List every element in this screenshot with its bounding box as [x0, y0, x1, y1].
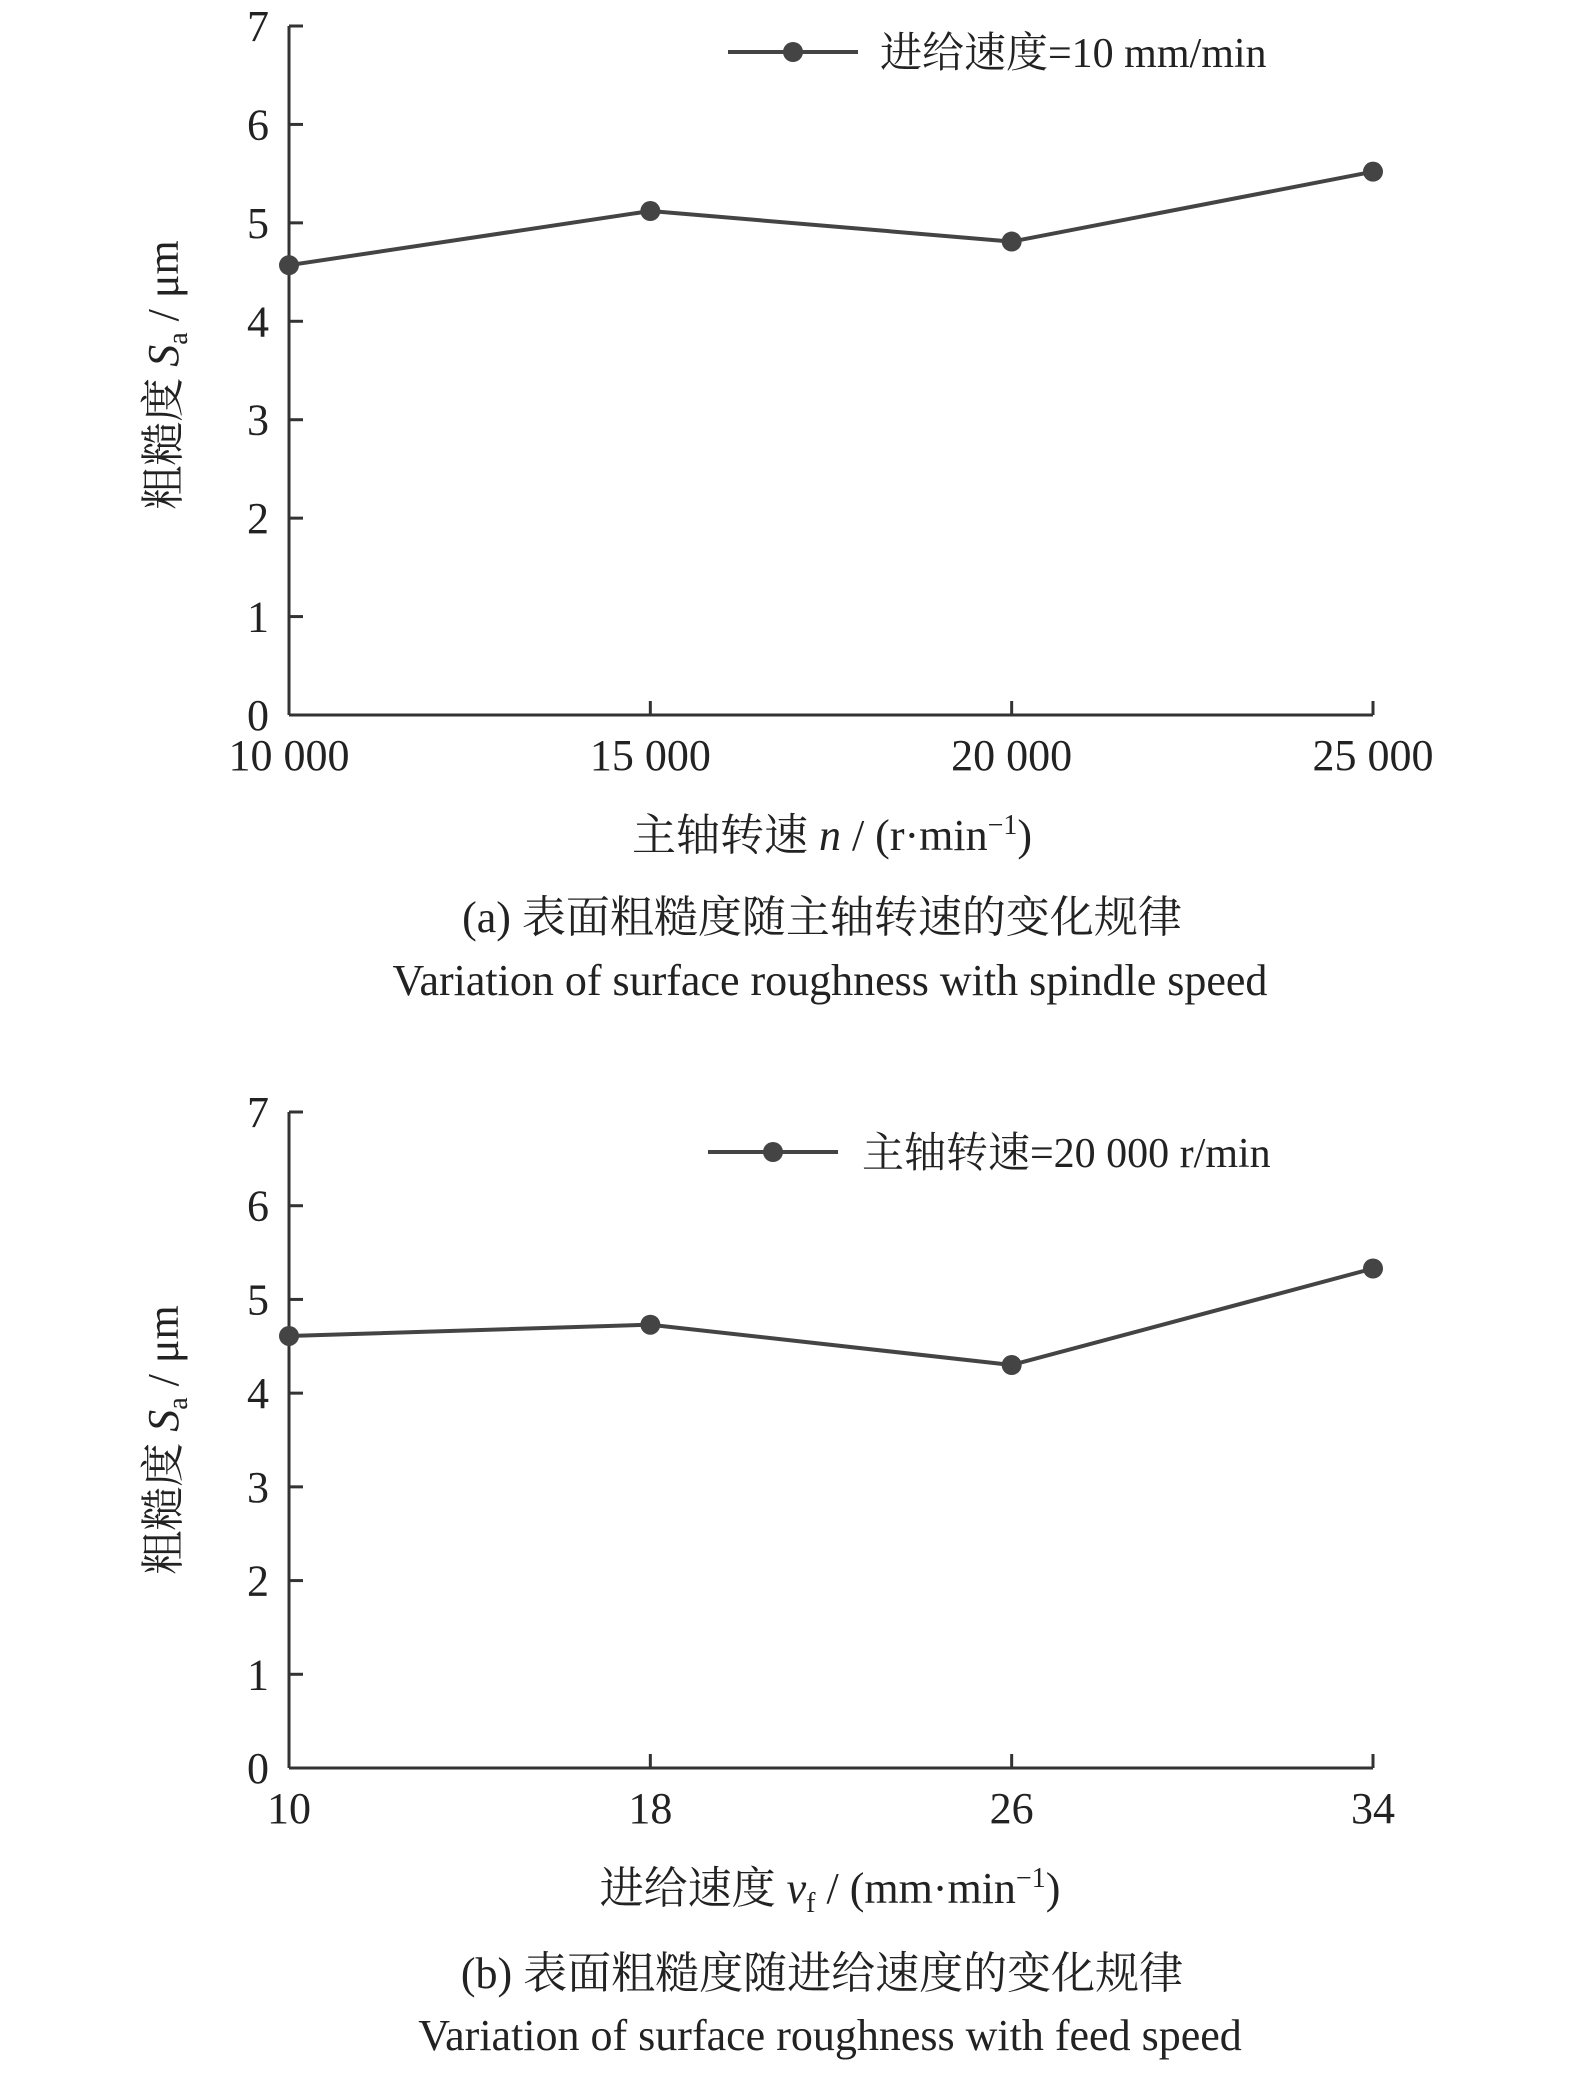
x-axis [229, 701, 1434, 780]
x-tick-label: 26 [989, 1784, 1034, 1833]
y-axis-title-unit: / μm [139, 240, 188, 333]
x-tick-label: 18 [628, 1784, 673, 1833]
y-tick-label: 1 [247, 1650, 269, 1700]
series-polyline [289, 172, 1373, 266]
x-axis-title-main: 主轴转速 [631, 811, 819, 860]
legend-label: 主轴转速=20 000 r/min [862, 1131, 1271, 1177]
data-point [279, 1326, 299, 1346]
y-tick-label: 4 [247, 1369, 269, 1419]
series-polyline [289, 1269, 1373, 1366]
series-line [279, 162, 1383, 276]
data-point [640, 1315, 660, 1335]
chart-b [139, 1088, 1395, 2060]
x-axis-title-main: 进给速度 [599, 1864, 787, 1913]
y-tick-label: 5 [247, 198, 269, 248]
caption-cn: (b) 表面粗糙度随进给速度的变化规律 [460, 1949, 1184, 1998]
x-axis-title [600, 1863, 1061, 1919]
y-tick-label: 3 [247, 395, 269, 445]
x-axis-title-close: ) [1017, 811, 1033, 860]
x-axis-title-sup: −1 [1015, 1863, 1046, 1894]
y-tick-label: 2 [247, 1556, 269, 1606]
caption-en: Variation of surface roughness with feed speed [418, 2011, 1242, 2060]
y-tick-label: 7 [247, 2, 269, 51]
x-tick-label: 10 [267, 1784, 311, 1833]
legend-marker-icon [783, 42, 803, 62]
legend [708, 1131, 1271, 1177]
x-axis-title-var: v [786, 1864, 807, 1913]
y-tick-label: 0 [247, 691, 269, 740]
y-axis-title-sub: a [163, 332, 194, 345]
x-tick-label: 15 000 [589, 731, 711, 780]
y-axis-title-var: S [139, 344, 188, 367]
x-axis-title [632, 810, 1032, 860]
y-tick-label: 5 [247, 1275, 269, 1325]
series-line [279, 1259, 1383, 1376]
data-point [1002, 1355, 1022, 1375]
y-axis-title-sub: a [163, 1397, 194, 1410]
caption-en: Variation of surface roughness with spindle speed [392, 956, 1268, 1005]
x-axis-title-unit: / (mm·min [815, 1864, 1016, 1913]
y-axis-title-unit: / μm [139, 1305, 188, 1398]
x-axis-title-sub: f [806, 1888, 816, 1919]
y-tick-label: 7 [247, 1088, 269, 1137]
data-point [1363, 1259, 1383, 1279]
x-tick-label: 20 000 [951, 731, 1073, 780]
data-point [1363, 162, 1383, 182]
data-point [1002, 232, 1022, 252]
y-axis-title-var: S [139, 1409, 188, 1432]
x-tick-label: 10 000 [228, 731, 350, 780]
y-axis [247, 2, 303, 740]
y-axis-title-main: 粗糙度 [139, 366, 188, 510]
y-tick-label: 3 [247, 1462, 269, 1512]
chart-a [139, 2, 1434, 1005]
legend-label: 进给速度=10 mm/min [880, 31, 1267, 77]
y-tick-label: 4 [247, 297, 269, 347]
y-axis-title [139, 240, 194, 509]
y-tick-label: 6 [247, 100, 269, 150]
y-tick-label: 2 [247, 494, 269, 544]
y-tick-label: 0 [247, 1744, 269, 1793]
y-axis [247, 1088, 303, 1793]
x-tick-label: 25 000 [1312, 731, 1434, 780]
x-axis-title-sup: −1 [987, 810, 1018, 841]
data-point [640, 201, 660, 221]
x-axis-title-close: ) [1045, 1864, 1061, 1913]
x-axis-title-var: n [818, 811, 841, 860]
data-point [279, 255, 299, 275]
x-axis-title-unit: / (r·min [840, 811, 988, 860]
x-axis [267, 1754, 1395, 1833]
legend-marker-icon [763, 1142, 783, 1162]
y-axis-title-main: 粗糙度 [139, 1431, 188, 1575]
y-axis-title [139, 1305, 194, 1574]
y-tick-label: 1 [247, 592, 269, 642]
caption-cn: (a) 表面粗糙度随主轴转速的变化规律 [462, 893, 1182, 942]
legend [728, 30, 1267, 77]
x-tick-label: 34 [1351, 1784, 1395, 1833]
y-tick-label: 6 [247, 1181, 269, 1231]
